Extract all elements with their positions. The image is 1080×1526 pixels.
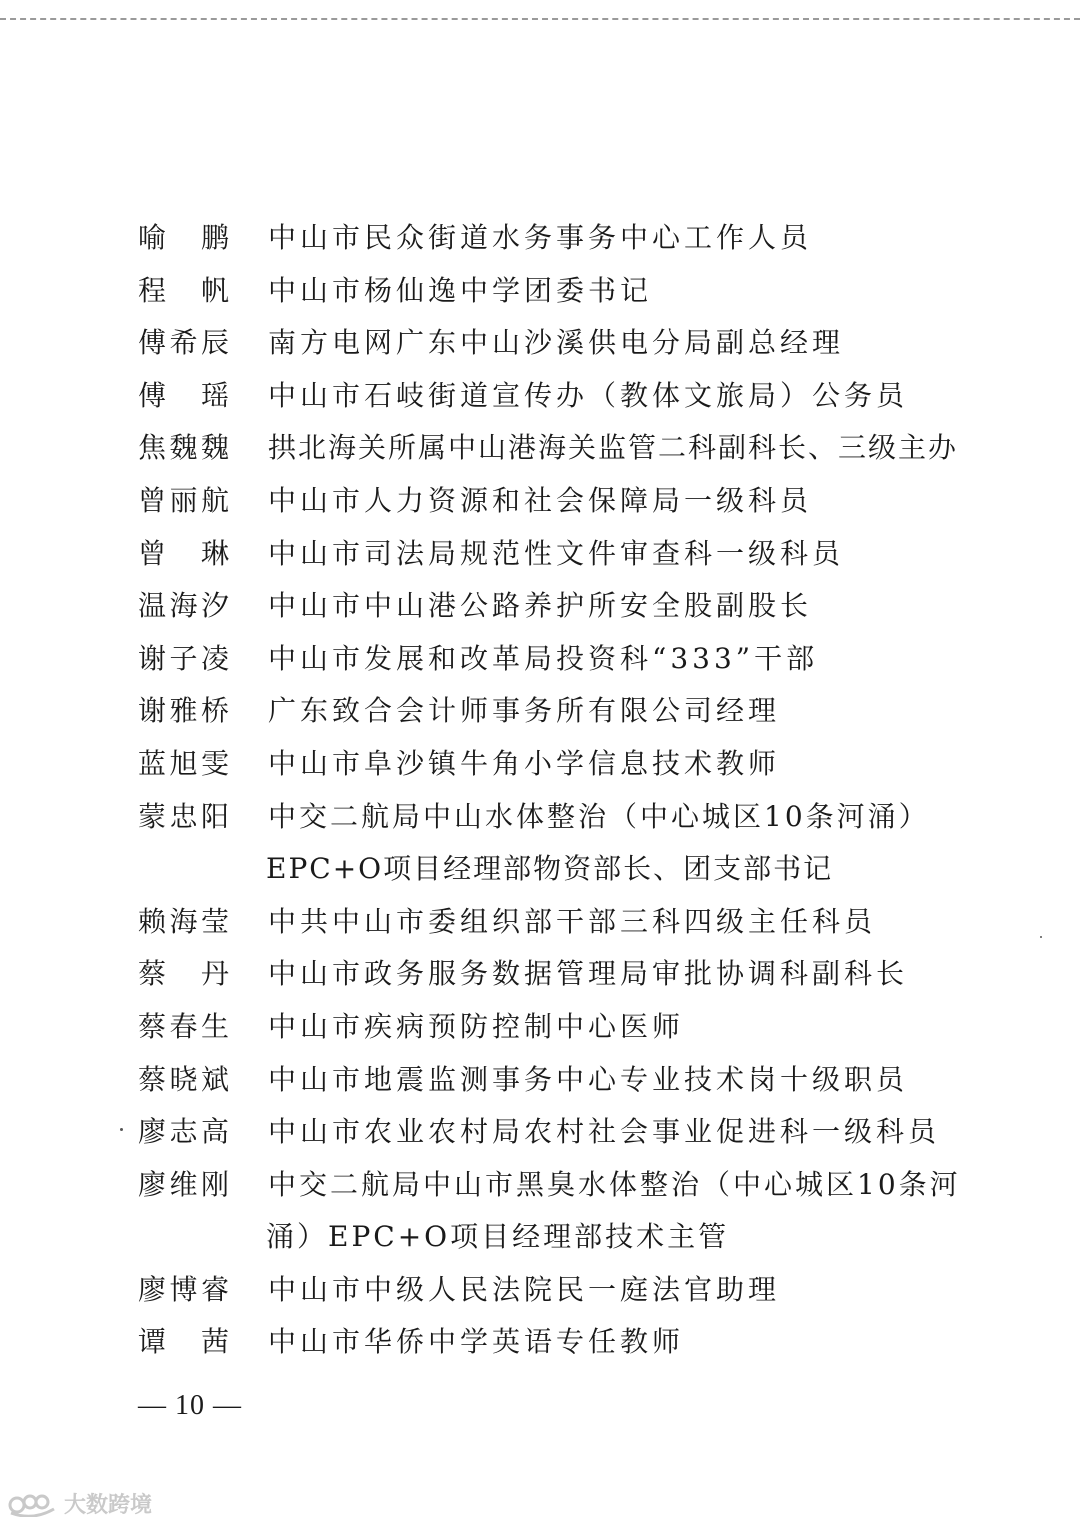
logo-icon (8, 1491, 58, 1517)
person-title: 中共中山市委组织部干部三科四级主任科员 (268, 904, 877, 938)
person-name: 焦魏魏 (138, 431, 230, 465)
person-title: 中山市石岐街道宣传办（教体文旅局）公务员 (268, 378, 909, 412)
list-item (138, 580, 958, 633)
person-name: 蒙忠阳 (138, 799, 230, 833)
list-item (138, 1054, 958, 1107)
person-name: 廖维刚 (138, 1167, 230, 1201)
watermark-text: 大数跨境 (64, 1493, 153, 1518)
list-item (138, 791, 958, 844)
person-title-continuation: 涌）EPC+O项目经理部技术主管 (266, 1220, 730, 1254)
list-item (138, 370, 958, 423)
person-title: 中山市阜沙镇牛角小学信息技术教师 (268, 746, 781, 780)
person-title: 中交二航局中山水体整治（中心城区10条河涌） (268, 799, 930, 833)
person-name: 温海汐 (138, 589, 230, 623)
person-name: 喻 鹏 (138, 221, 230, 254)
list-item (138, 422, 958, 475)
top-dashed-rule (0, 18, 1080, 20)
person-name: 赖海莹 (138, 904, 230, 938)
person-name: 程 帆 (138, 273, 230, 307)
list-item (138, 1316, 958, 1369)
person-title: 中山市中山港公路养护所安全股副股长 (268, 589, 813, 623)
list-item (138, 633, 958, 686)
list-item (138, 317, 958, 370)
person-title: 中山市民众街道水务事务中心工作人员 (268, 221, 813, 254)
person-title: 中山市华侨中学英语专任教师 (268, 1325, 685, 1359)
person-title: 中山市疾病预防控制中心医师 (268, 1009, 685, 1043)
list-item (138, 948, 958, 1001)
list-item (138, 212, 958, 265)
person-title: 中山市发展和改革局投资科“333”干部 (268, 641, 819, 675)
person-name: 谢雅桥 (138, 694, 230, 728)
person-title: 拱北海关所属中山港海关监管二科副科长、三级主办 (268, 431, 959, 465)
person-title: 中山市政务服务数据管理局审批协调科副科长 (268, 957, 909, 991)
person-name: 蔡 丹 (138, 957, 230, 991)
person-title: 中山市中级人民法院民一庭法官助理 (268, 1272, 781, 1306)
person-name: 廖博睿 (138, 1272, 230, 1306)
person-name: 廖志高 (138, 1115, 230, 1149)
watermark (8, 1488, 152, 1519)
person-name: 曾 琳 (138, 536, 230, 570)
name-list (138, 212, 961, 1369)
person-name: 傅希辰 (138, 326, 230, 360)
list-item (138, 475, 958, 528)
list-item-continuation (138, 1211, 958, 1264)
person-name: 蓝旭雯 (138, 746, 230, 780)
list-item (138, 1001, 958, 1054)
person-title: 中山市杨仙逸中学团委书记 (268, 273, 653, 307)
person-title: 广东致合会计师事务所有限公司经理 (268, 694, 781, 728)
person-name: 曾丽航 (138, 483, 230, 517)
list-item (138, 738, 958, 791)
list-item-continuation (138, 843, 958, 896)
person-title: 中交二航局中山市黑臭水体整治（中心城区10条河 (268, 1167, 961, 1201)
person-title: 中山市人力资源和社会保障局一级科员 (268, 483, 813, 517)
person-name: 谭 茜 (138, 1325, 230, 1359)
list-item (138, 1159, 961, 1212)
list-item (138, 265, 958, 318)
person-title-continuation: EPC+O项目经理部物资部长、团支部书记 (266, 852, 834, 886)
scan-speck (1040, 936, 1042, 938)
person-name: 傅 瑶 (138, 378, 230, 412)
person-name: 蔡春生 (138, 1009, 230, 1043)
person-title: 南方电网广东中山沙溪供电分局副总经理 (268, 326, 845, 360)
person-title: 中山市地震监测事务中心专业技术岗十级职员 (268, 1062, 909, 1096)
list-item (138, 1264, 958, 1317)
scan-speck (120, 1128, 123, 1131)
list-item (138, 1106, 958, 1159)
page-number: — 10 — (138, 1390, 242, 1421)
person-name: 蔡晓斌 (138, 1062, 230, 1096)
person-name: 谢子凌 (138, 641, 230, 675)
list-item (138, 528, 958, 581)
person-title: 中山市司法局规范性文件审查科一级科员 (268, 536, 845, 570)
list-item (138, 896, 958, 949)
list-item (138, 685, 958, 738)
person-title: 中山市农业农村局农村社会事业促进科一级科员 (268, 1115, 941, 1149)
